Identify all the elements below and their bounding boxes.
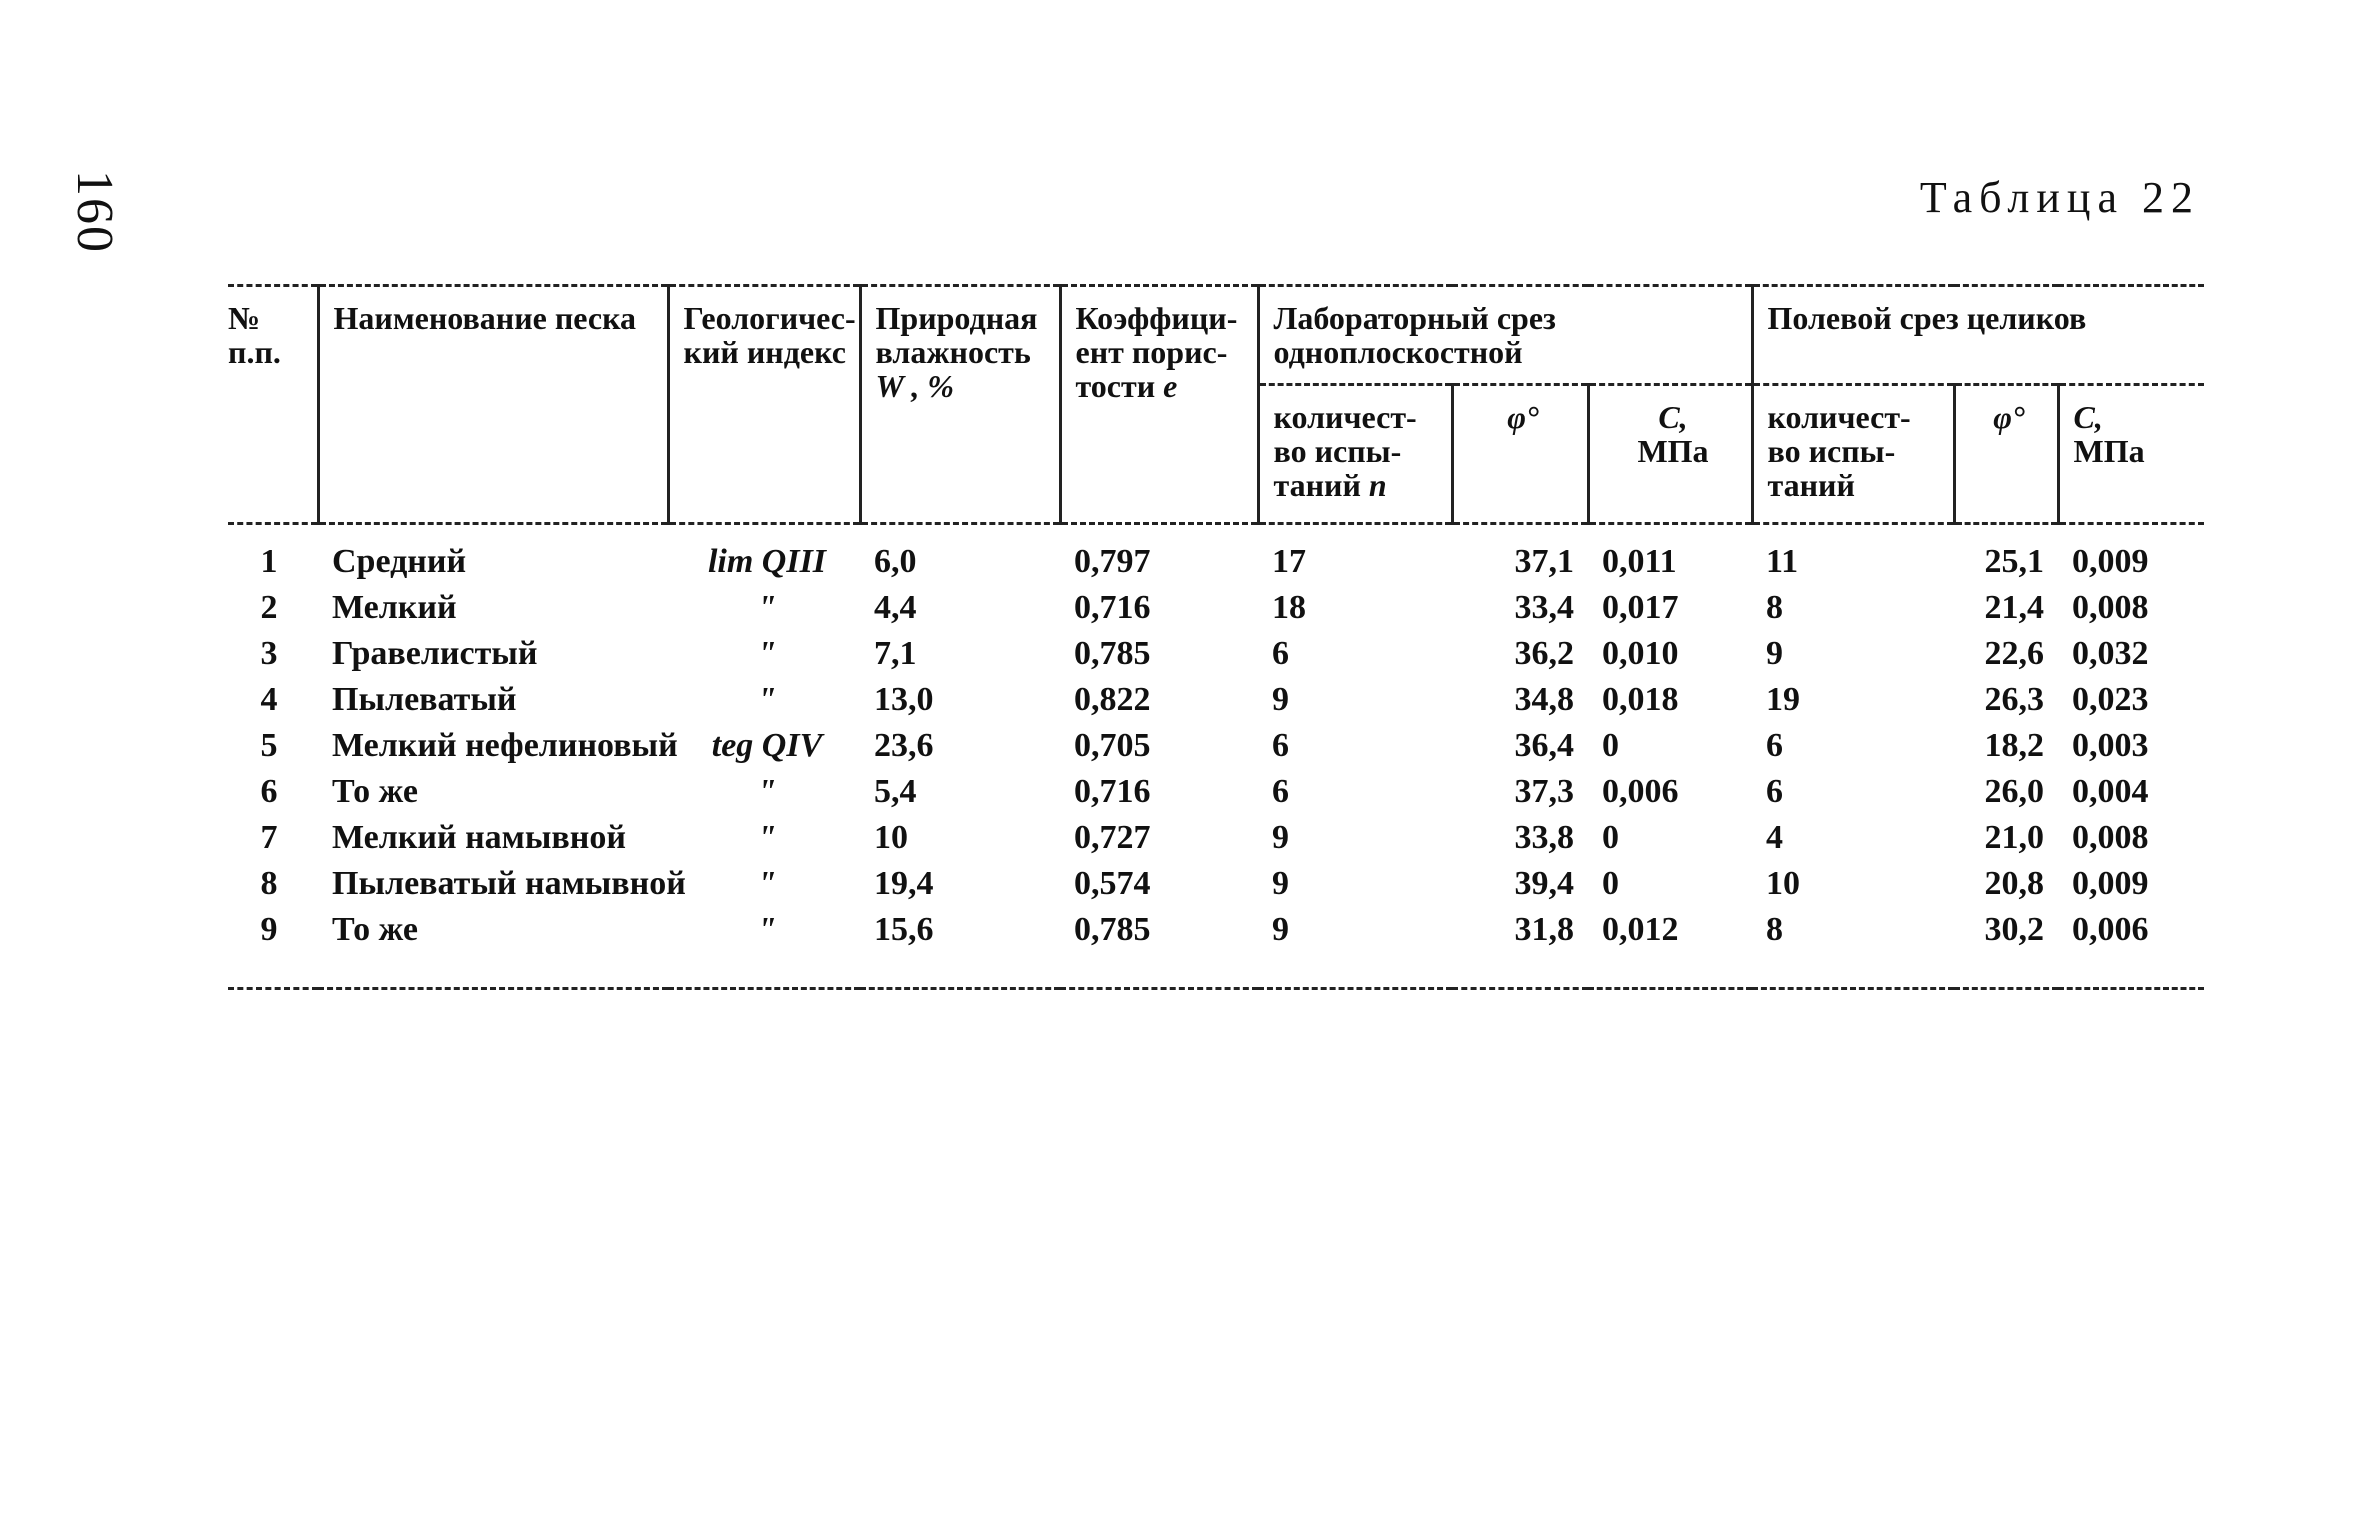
- row-number: 2: [260, 589, 278, 626]
- field-c-value: 0,003: [2072, 727, 2149, 764]
- field-phi-value: 21,0: [1984, 819, 2044, 856]
- lab-phi-value: 34,8: [1514, 681, 1574, 718]
- lab-c-value: 0: [1602, 819, 1619, 856]
- sand-name: Пылеватый: [332, 681, 517, 718]
- lab-phi-value: 33,8: [1514, 819, 1574, 856]
- lab-phi-value: 36,2: [1514, 635, 1574, 672]
- field-c-value: 0,006: [2058, 907, 2204, 989]
- header-lab-c: C, МПа: [1588, 385, 1752, 524]
- geo-index: ": [757, 819, 777, 856]
- moisture-value: 19,4: [874, 865, 934, 902]
- table-row: [228, 723, 2204, 769]
- lab-test-count: 6: [1272, 727, 1289, 764]
- field-phi-value: 26,3: [1984, 681, 2044, 718]
- lab-phi-value: 37,1: [1514, 543, 1574, 580]
- page-number: 160: [66, 170, 123, 254]
- table-row: [228, 769, 2204, 815]
- moisture-value: 7,1: [874, 635, 917, 672]
- field-phi-value: 21,4: [1984, 589, 2044, 626]
- porosity-value: 0,797: [1074, 543, 1151, 580]
- moisture-value: 15,6: [860, 907, 1060, 989]
- lab-test-count: 9: [1272, 819, 1289, 856]
- field-test-count: 9: [1766, 635, 1783, 672]
- table-row: [228, 585, 2204, 631]
- lab-test-count: 9: [1258, 907, 1452, 989]
- geo-index: ": [757, 865, 777, 902]
- row-number: 1: [260, 543, 278, 580]
- geo-index: ": [757, 681, 777, 718]
- porosity-value: 0,727: [1074, 819, 1151, 856]
- lab-c-value: 0,011: [1602, 543, 1677, 580]
- geo-index: ": [757, 589, 777, 626]
- field-test-count: 4: [1766, 819, 1783, 856]
- header-field-c: C, МПа: [2058, 385, 2204, 524]
- field-c-value: 0,009: [2072, 543, 2149, 580]
- moisture-value: 13,0: [874, 681, 934, 718]
- table-body: [228, 524, 2204, 989]
- row-number: 4: [260, 681, 278, 718]
- field-c-value: 0,009: [2072, 865, 2149, 902]
- moisture-value: 10: [874, 819, 908, 856]
- lab-phi-value: 31,8: [1452, 907, 1588, 989]
- geo-index: ": [757, 773, 777, 810]
- field-phi-value: 18,2: [1984, 727, 2044, 764]
- sand-name: Мелкий намывной: [332, 819, 626, 856]
- porosity-value: 0,785: [1060, 907, 1258, 989]
- field-test-count: 6: [1766, 727, 1783, 764]
- field-c-value: 0,008: [2072, 589, 2149, 626]
- row-number: 8: [260, 865, 278, 902]
- table-row: [228, 815, 2204, 861]
- sand-name: То же: [332, 773, 418, 810]
- lab-test-count: 9: [1272, 681, 1289, 718]
- field-phi-value: 22,6: [1984, 635, 2044, 672]
- moisture-value: 6,0: [874, 543, 917, 580]
- header-geo-index: Геологичес- кий индекс: [668, 286, 860, 524]
- lab-c-value: 0,012: [1588, 907, 1752, 989]
- porosity-value: 0,716: [1074, 773, 1151, 810]
- lab-c-value: 0,018: [1602, 681, 1679, 718]
- lab-phi-value: 39,4: [1514, 865, 1574, 902]
- lab-c-value: 0: [1602, 727, 1619, 764]
- field-phi-value: 26,0: [1984, 773, 2044, 810]
- table-title: Таблица 22: [1919, 173, 2200, 222]
- lab-c-value: 0,006: [1602, 773, 1679, 810]
- geo-index: teg QIV: [711, 727, 823, 764]
- field-test-count: 11: [1766, 543, 1799, 580]
- field-test-count: 8: [1766, 589, 1783, 626]
- header-porosity: Коэффици- ент порис- тости e: [1060, 286, 1258, 524]
- lab-test-count: 6: [1272, 635, 1289, 672]
- field-phi-value: 25,1: [1984, 543, 2044, 580]
- lab-test-count: 9: [1272, 865, 1289, 902]
- header-lab-phi: φ°: [1452, 385, 1588, 524]
- row-number: 6: [260, 773, 278, 810]
- moisture-value: 4,4: [874, 589, 917, 626]
- lab-c-value: 0,017: [1602, 589, 1679, 626]
- sand-name: Мелкий: [332, 589, 457, 626]
- header-num: № п.п.: [228, 286, 318, 524]
- header-name: Наименование песка: [318, 286, 668, 524]
- field-c-value: 0,004: [2072, 773, 2149, 810]
- porosity-value: 0,716: [1074, 589, 1151, 626]
- moisture-value: 5,4: [874, 773, 917, 810]
- row-number: 9: [228, 907, 318, 989]
- table-row: [228, 524, 2204, 586]
- geo-index: ": [668, 907, 860, 989]
- row-number: 7: [260, 819, 278, 856]
- table-row: [228, 861, 2204, 907]
- field-phi-value: 30,2: [1954, 907, 2058, 989]
- row-number: 3: [260, 635, 278, 672]
- field-test-count: 8: [1752, 907, 1954, 989]
- lab-phi-value: 37,3: [1514, 773, 1574, 810]
- geo-index: ": [757, 635, 777, 672]
- table-row: [228, 631, 2204, 677]
- field-test-count: 19: [1766, 681, 1800, 718]
- lab-test-count: 17: [1272, 543, 1306, 580]
- header-lab-count: количест- во испы- таний n: [1258, 385, 1452, 524]
- header-field-shear-group: Полевой срез целиков: [1752, 286, 2204, 385]
- moisture-value: 23,6: [874, 727, 934, 764]
- lab-test-count: 18: [1272, 589, 1306, 626]
- sand-name: То же: [318, 907, 668, 989]
- field-c-value: 0,008: [2072, 819, 2149, 856]
- field-c-value: 0,032: [2072, 635, 2149, 672]
- porosity-value: 0,785: [1074, 635, 1151, 672]
- sand-name: Гравелистый: [332, 635, 538, 672]
- porosity-value: 0,822: [1074, 681, 1151, 718]
- lab-c-value: 0,010: [1602, 635, 1679, 672]
- header-field-phi: φ°: [1954, 385, 2058, 524]
- lab-test-count: 6: [1272, 773, 1289, 810]
- field-test-count: 6: [1766, 773, 1783, 810]
- field-c-value: 0,023: [2072, 681, 2149, 718]
- porosity-value: 0,705: [1074, 727, 1151, 764]
- sand-name: Средний: [332, 543, 467, 580]
- header-lab-shear-group: Лабораторный срез одноплоскостной: [1258, 286, 1752, 385]
- sand-name: Мелкий нефелиновый: [332, 727, 678, 764]
- table-row: [228, 677, 2204, 723]
- lab-c-value: 0: [1602, 865, 1619, 902]
- sand-name: Пылеватый намывной: [332, 865, 686, 902]
- field-phi-value: 20,8: [1984, 865, 2044, 902]
- header-moisture: Природная влажность W , %: [860, 286, 1060, 524]
- table-row: [228, 907, 2204, 989]
- field-test-count: 10: [1766, 865, 1800, 902]
- lab-phi-value: 36,4: [1514, 727, 1574, 764]
- lab-phi-value: 33,4: [1514, 589, 1574, 626]
- header-field-count: количест- во испы- таний: [1752, 385, 1954, 524]
- row-number: 5: [260, 727, 278, 764]
- geo-index: lim QIII: [707, 543, 827, 580]
- porosity-value: 0,574: [1074, 865, 1151, 902]
- sand-properties-table: [228, 284, 2204, 990]
